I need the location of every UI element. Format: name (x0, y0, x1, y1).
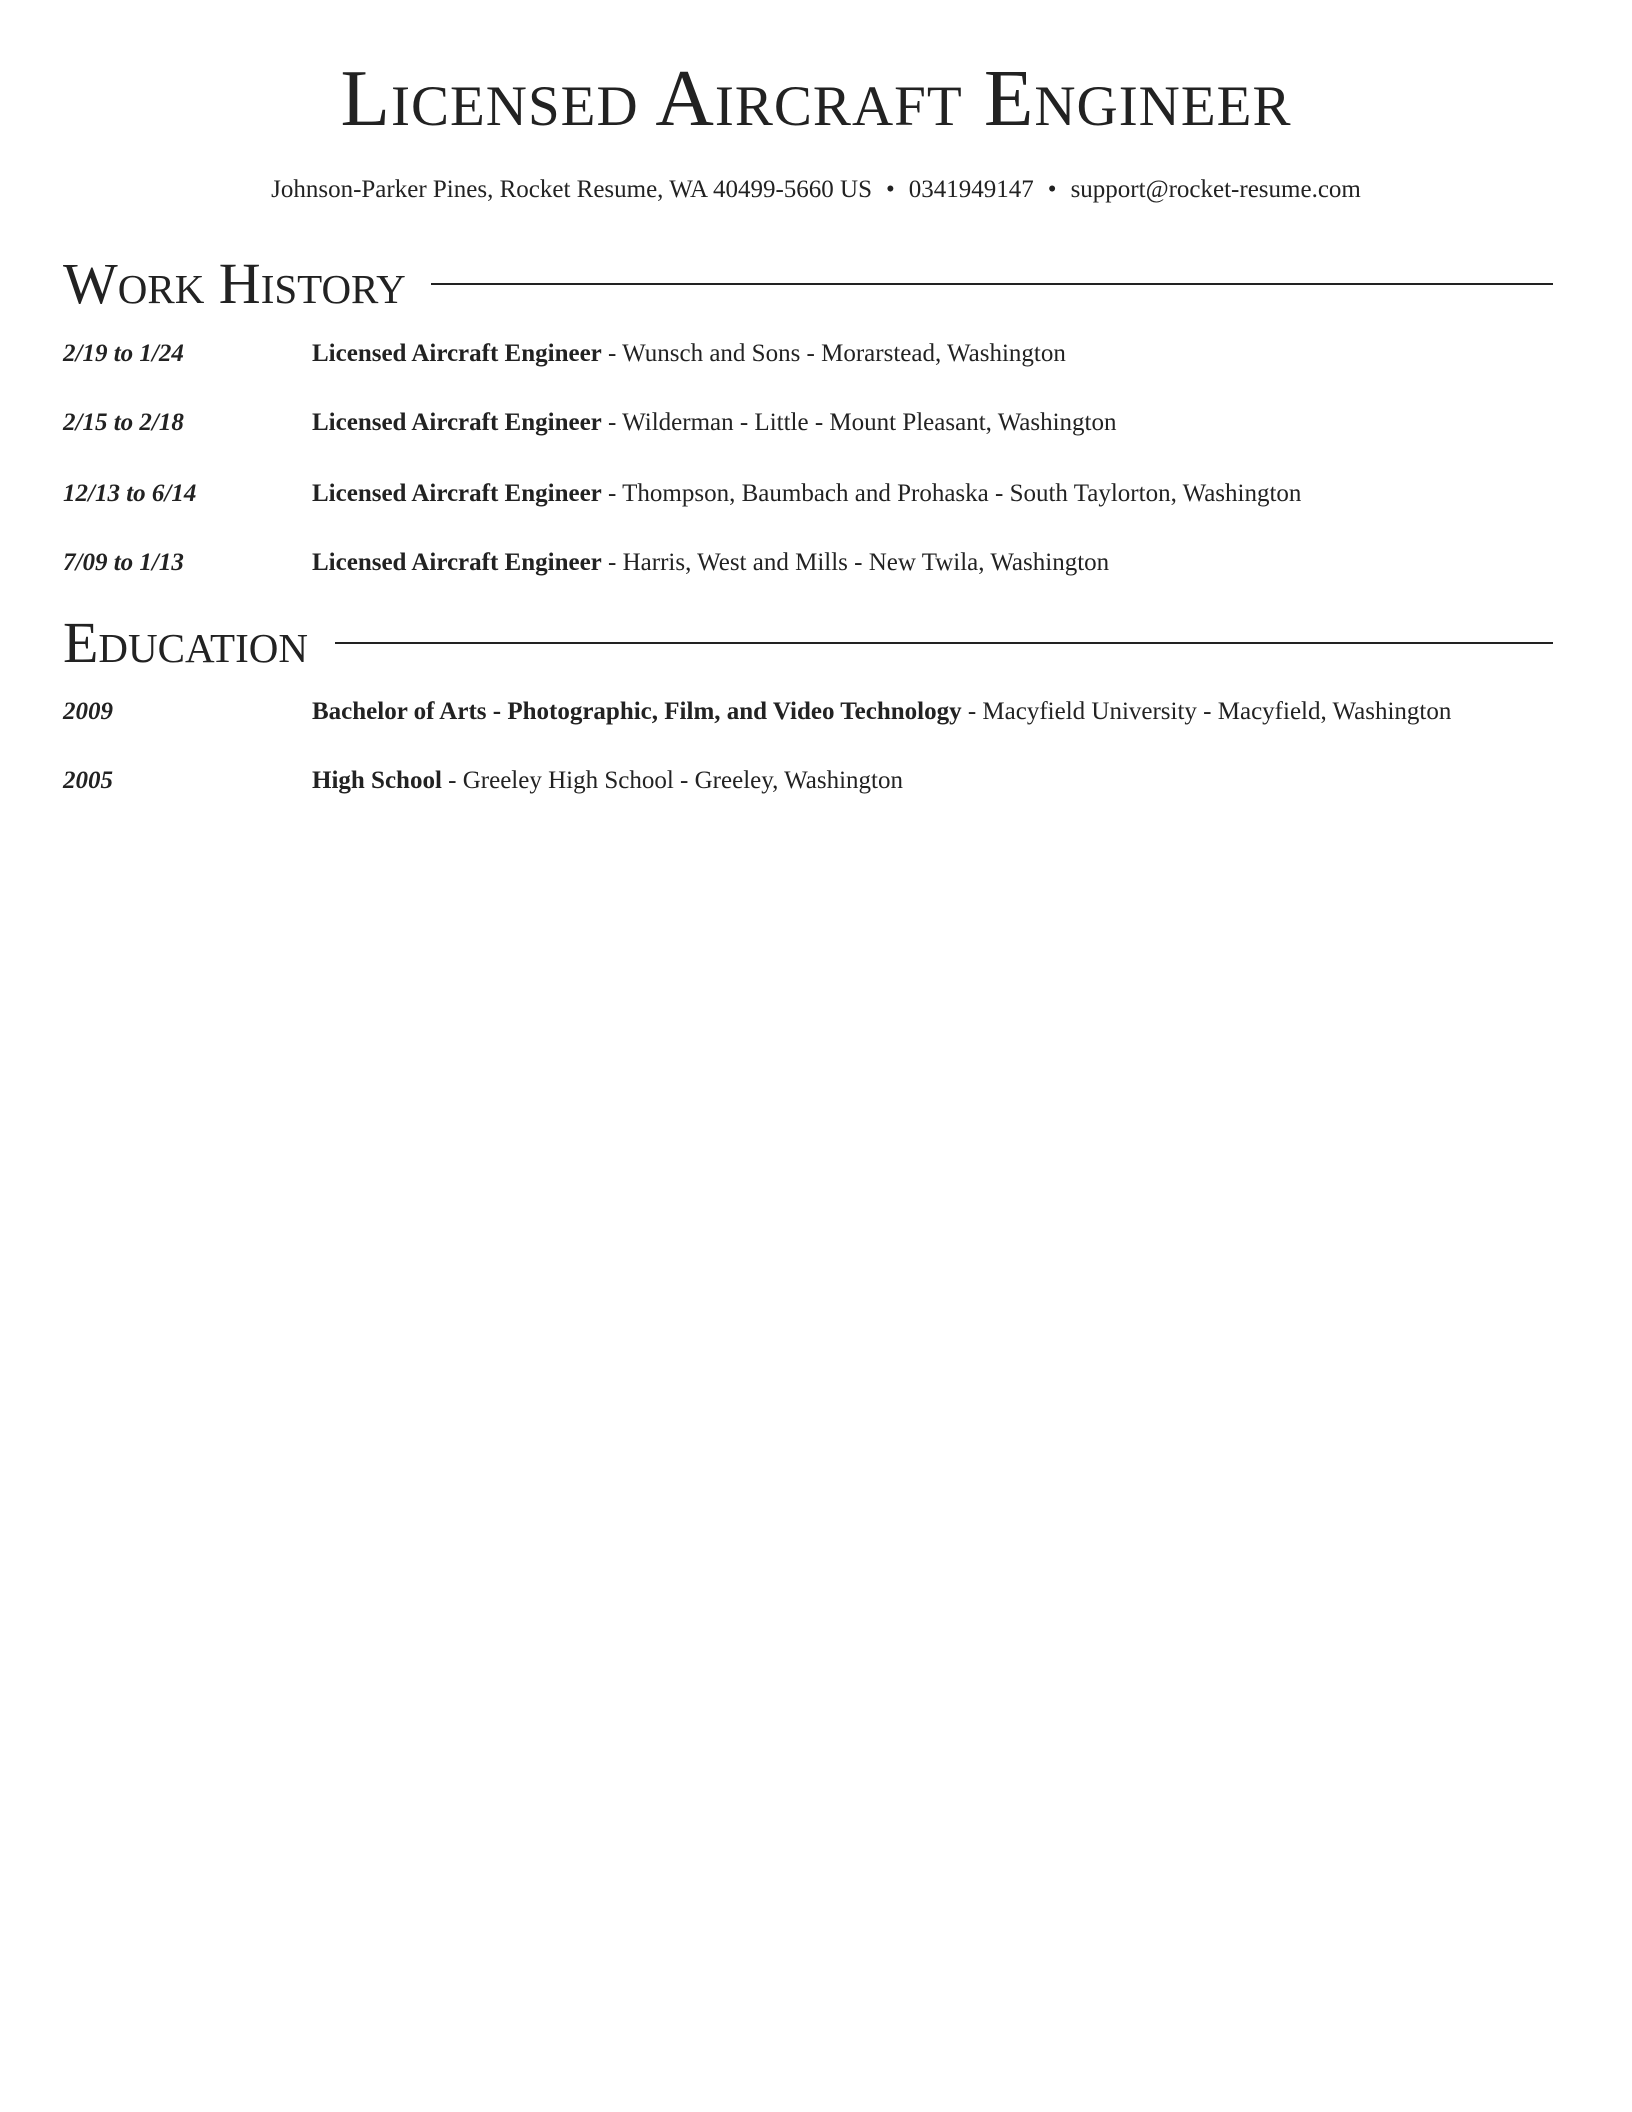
contact-email[interactable]: support@rocket-resume.com (1070, 176, 1361, 203)
work-entry (63, 339, 1563, 369)
entry-dates: 7/09 to 1/13 (63, 549, 184, 576)
education-section-header (63, 612, 1553, 674)
entry-dates: 2/19 to 1/24 (63, 340, 184, 367)
entry-employer: - Wilderman - Little - Mount Pleasant, Washington (601, 409, 1117, 436)
entry-degree: High School (312, 767, 442, 794)
resume-title: Licensed Aircraft Engineer (340, 53, 1292, 143)
contact-line (0, 175, 1632, 205)
education-heading: Education (63, 610, 308, 675)
entry-detail (312, 479, 1301, 509)
section-divider (335, 642, 1553, 644)
entry-dates: 2005 (63, 767, 113, 794)
work-history-section-header (63, 253, 1553, 315)
contact-address: Johnson-Parker Pines, Rocket Resume, WA 40499-5660 US (271, 176, 873, 203)
contact-separator: • (1047, 176, 1057, 203)
contact-phone: 0341949147 (908, 176, 1034, 203)
education-entry (63, 766, 1563, 796)
entry-role: Licensed Aircraft Engineer (312, 409, 602, 436)
work-history-heading: Work History (63, 251, 406, 316)
work-entry (63, 479, 1563, 509)
entry-employer: - Wunsch and Sons - Morarstead, Washington (601, 340, 1066, 367)
work-entry (63, 548, 1563, 578)
entry-detail (312, 339, 1066, 369)
entry-dates: 2009 (63, 698, 113, 725)
entry-detail (312, 766, 903, 796)
entry-dates: 12/13 to 6/14 (63, 480, 197, 507)
entry-employer: - Thompson, Baumbach and Prohaska - South Taylorton, Washington (601, 480, 1302, 507)
entry-role: Licensed Aircraft Engineer (312, 480, 602, 507)
education-entry (63, 697, 1563, 727)
entry-role: Licensed Aircraft Engineer (312, 340, 602, 367)
entry-detail (312, 408, 1117, 438)
entry-institution: - Greeley High School - Greeley, Washington (441, 767, 903, 794)
section-divider (431, 283, 1553, 285)
entry-institution: - Macyfield University - Macyfield, Washington (961, 698, 1452, 725)
entry-detail (312, 548, 1109, 578)
entry-dates: 2/15 to 2/18 (63, 409, 184, 436)
entry-detail (312, 697, 1451, 727)
work-entry (63, 408, 1563, 438)
contact-separator: • (886, 176, 895, 203)
entry-degree: Bachelor of Arts - Photographic, Film, and Video Technology (312, 698, 962, 725)
entry-role: Licensed Aircraft Engineer (312, 549, 602, 576)
entry-employer: - Harris, West and Mills - New Twila, Washington (601, 549, 1110, 576)
